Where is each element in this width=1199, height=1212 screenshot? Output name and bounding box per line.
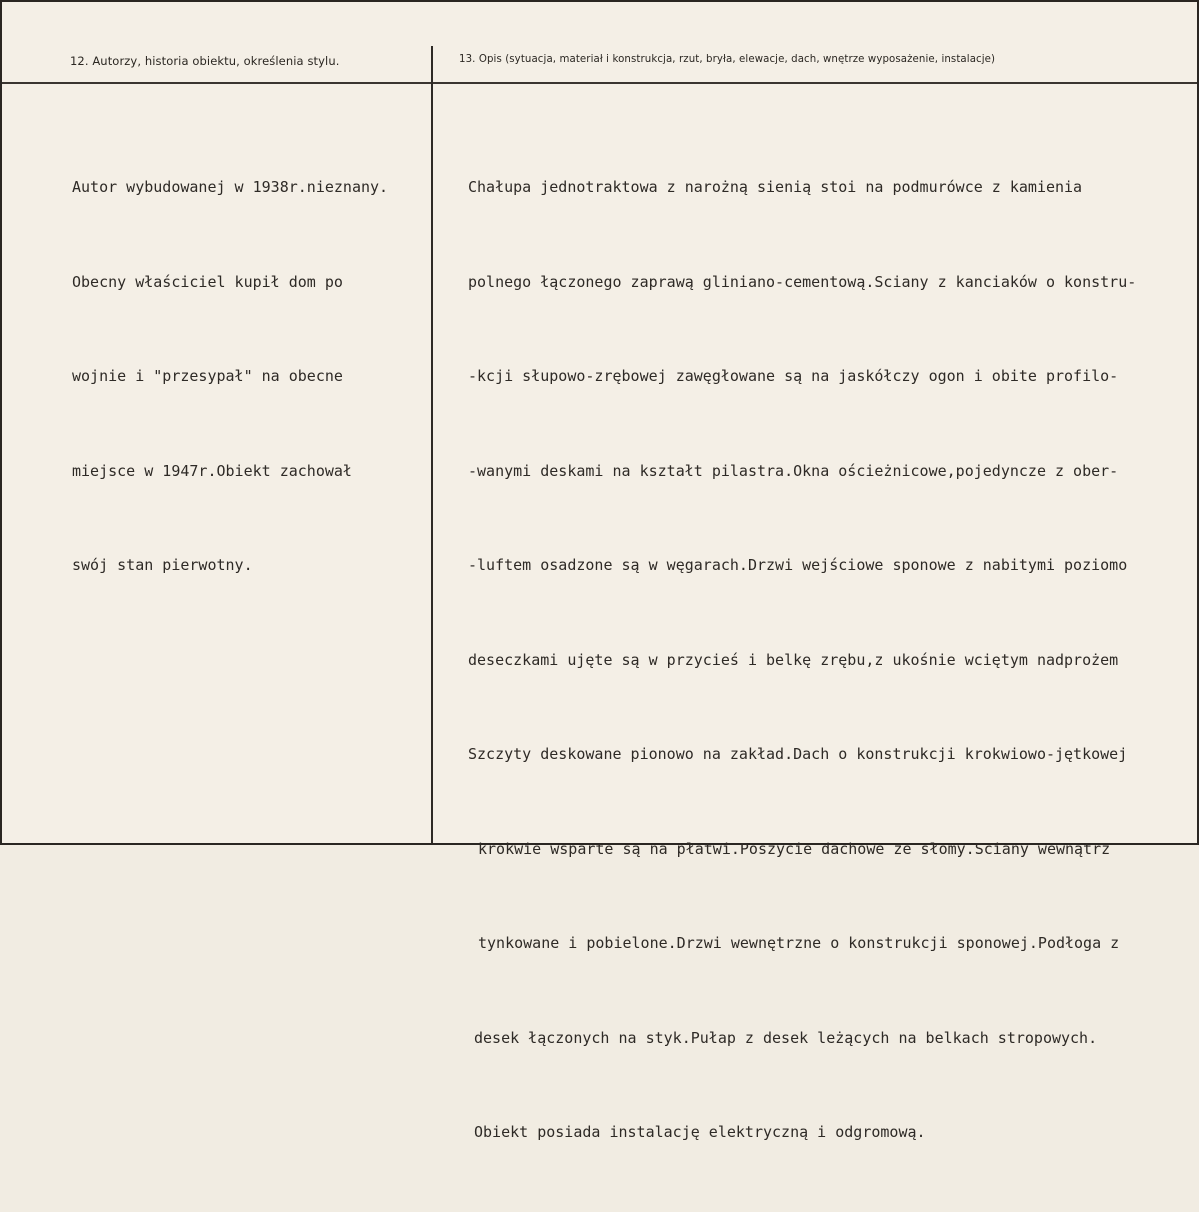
section-13-header: 13. Opis (sytuacja, materiał i konstrukcja, rzut, bryła, elewacje, dach, wnętrze wyposażenie, instalacje): [459, 54, 996, 65]
text-line: tynkowane i pobielone.Drzwi wewnętrzne o konstrukcji sponowej.Podłoga z: [478, 934, 1120, 952]
column-divider: [431, 46, 433, 843]
section-13-text: [468, 109, 1136, 1212]
text-line: Autor wybudowanej w 1938r.nieznany.: [72, 178, 389, 196]
text-line: -luftem osadzone są w węgarach.Drzwi wejściowe sponowe z nabitymi poziomo: [468, 556, 1128, 574]
text-line: deseczkami ujęte są w przycieś i belkę zrębu,z ukośnie wciętym nadprożem: [468, 650, 1119, 669]
text-line: Szczyty deskowane pionowo na zakład.Dach o konstrukcji krokwiowo-jętkowej: [468, 745, 1128, 763]
section-12-header: 12. Autorzy, historia obiektu, określenia stylu.: [70, 54, 340, 68]
text-line: Obecny właściciel kupił dom po: [72, 272, 343, 291]
text-line: -wanymi deskami na kształt pilastra.Okna ościeżnicowe,pojedyncze z ober-: [468, 461, 1119, 480]
text-line: krokwie wsparte są na płatwi.Poszycie dachowe ze słomy.Sciany wewnątrz: [478, 839, 1111, 858]
text-line: wojnie i "przesypał" na obecne: [72, 367, 343, 385]
text-line: -kcji słupowo-zrębowej zawęgłowane są na jaskółczy ogon i obite profilo-: [468, 367, 1119, 385]
text-line: desek łączonych na styk.Pułap z desek leżących na belkach stropowych.: [474, 1028, 1098, 1047]
text-line: swój stan pierwotny.: [72, 556, 253, 574]
text-line: miejsce w 1947r.Obiekt zachował: [72, 461, 352, 480]
section-12-text: [72, 109, 388, 645]
text-line: polnego łączonego zaprawą gliniano-cementową.Sciany z kanciaków o konstru-: [468, 272, 1137, 291]
header-rule: [2, 82, 1197, 84]
text-line: Chałupa jednotraktowa z narożną sienią stoi na podmurówce z kamienia: [468, 178, 1083, 196]
text-line: Obiekt posiada instalację elektryczną i odgromową.: [474, 1123, 926, 1141]
